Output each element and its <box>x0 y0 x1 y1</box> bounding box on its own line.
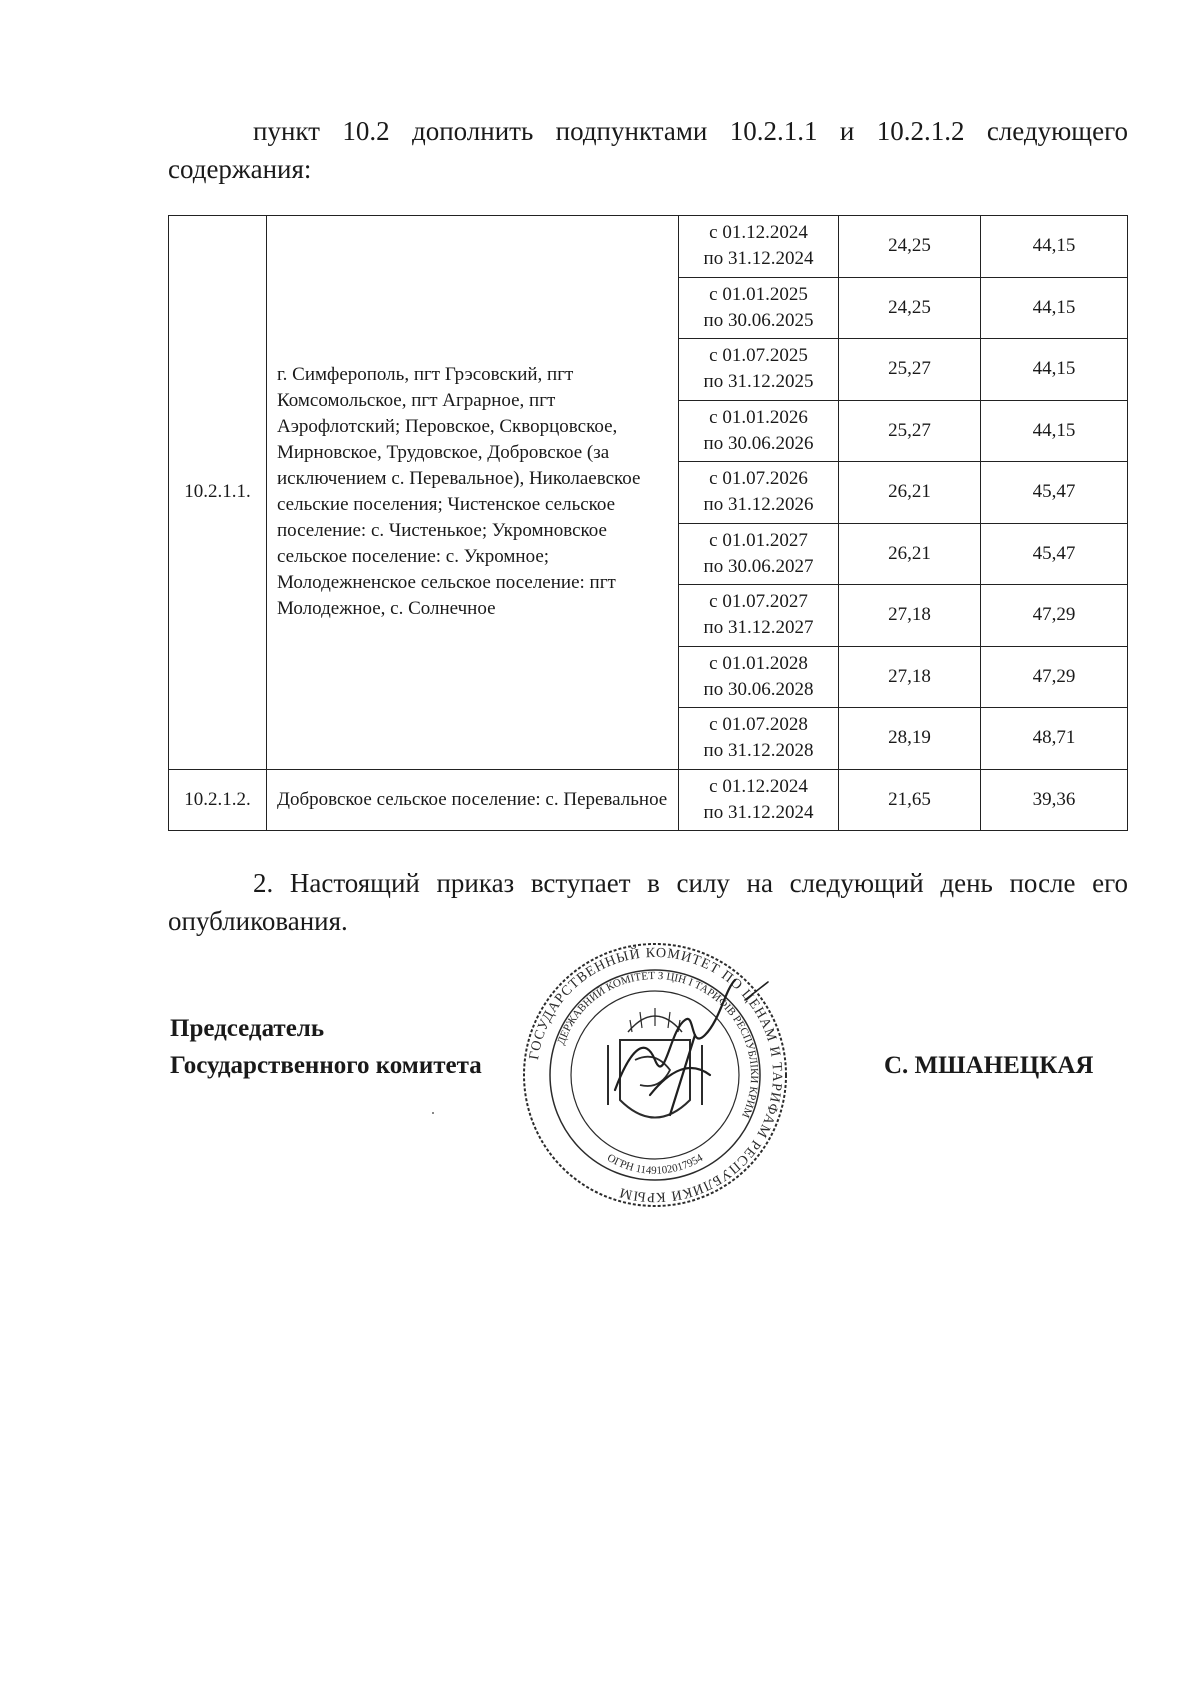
period-cell <box>679 462 839 524</box>
intro-line-2: содержания: <box>168 154 312 184</box>
territory-cell: Добровское сельское поселение: с. Перевальное <box>267 769 679 831</box>
seal-inner-text: ДЕРЖАВНИЙ КОМІТЕТ З ЦІН І ТАРИФІВ РЕСПУБЛІКИ КРИМ <box>555 969 761 1120</box>
tariff-value-2: 47,29 <box>981 585 1128 647</box>
svg-text:ОГРН 1149102017954 <box>605 1152 705 1177</box>
territory-cell: г. Симферополь, пгт Грэсовский, пгт Комсомольское, пгт Аграрное, пгт Аэрофлотский; Перовское, Скворцовское, Мирновское, Трудовское, Добровское (за исключением с. Перевальное), Николаевское сельские поселения; Чистенское сельское поселение: с. Чистенькое; Укромновское сельское поселение: с. Укромное; Молодежненское сельское поселение: пгт Молодежное, с. Солнечное <box>267 216 679 770</box>
period-cell <box>679 585 839 647</box>
period-from: с 01.01.2026 <box>709 406 808 428</box>
tariff-value-2: 45,47 <box>981 462 1128 524</box>
signatory-title <box>170 1010 482 1084</box>
period-to: по 30.06.2025 <box>703 309 814 331</box>
seal-outer-text: ГОСУДАРСТВЕННЫЙ КОМИТЕТ ПО ЦЕНАМ И ТАРИФАМ РЕСПУБЛИКИ КРЫМ <box>526 945 785 1205</box>
signatory-name: С. МШАНЕЦКАЯ <box>884 1052 1094 1079</box>
tariff-value-1: 26,21 <box>839 462 981 524</box>
tariff-value-2: 47,29 <box>981 646 1128 708</box>
period-to: по 30.06.2028 <box>703 678 814 700</box>
item-number: 10.2.1.1. <box>169 216 267 770</box>
tariff-value-1: 27,18 <box>839 646 981 708</box>
tariff-value-2: 39,36 <box>981 769 1128 831</box>
period-cell <box>679 339 839 401</box>
period-to: по 30.06.2026 <box>703 432 814 454</box>
official-seal-stamp <box>520 940 790 1210</box>
period-to: по 31.12.2024 <box>703 801 814 823</box>
tariff-value-1: 25,27 <box>839 400 981 462</box>
tariff-value-2: 44,15 <box>981 339 1128 401</box>
period-from: с 01.07.2025 <box>709 345 808 367</box>
tariff-value-2: 44,15 <box>981 277 1128 339</box>
period-to: по 30.06.2027 <box>703 555 814 577</box>
signatory-title-line-2: Государственного комитета <box>170 1052 482 1079</box>
intro-paragraph <box>168 112 1128 188</box>
point-2-paragraph <box>168 864 1128 940</box>
item-number: 10.2.1.2. <box>169 769 267 831</box>
tariff-value-1: 24,25 <box>839 216 981 278</box>
period-from: с 01.12.2024 <box>709 775 808 797</box>
period-cell <box>679 216 839 278</box>
period-cell <box>679 769 839 831</box>
period-to: по 31.12.2026 <box>703 494 814 516</box>
tariff-value-1: 25,27 <box>839 339 981 401</box>
svg-text:ДЕРЖАВНИЙ КОМІТЕТ З ЦІН І ТАРИ <box>555 970 760 1120</box>
tariff-table <box>168 215 1128 831</box>
tariff-value-1: 24,25 <box>839 277 981 339</box>
period-from: с 01.07.2028 <box>709 714 808 736</box>
tariff-value-2: 48,71 <box>981 708 1128 770</box>
period-from: с 01.12.2024 <box>709 222 808 244</box>
tariff-value-2: 45,47 <box>981 523 1128 585</box>
point-2-line-2: опубликования. <box>168 906 348 936</box>
tariff-value-1: 27,18 <box>839 585 981 647</box>
period-cell <box>679 708 839 770</box>
period-cell <box>679 646 839 708</box>
period-from: с 01.07.2026 <box>709 468 808 490</box>
period-to: по 31.12.2025 <box>703 371 814 393</box>
point-2-line-1: 2. Настоящий приказ вступает в силу на следующий день после его <box>253 868 1128 898</box>
table-row <box>169 769 1128 831</box>
period-from: с 01.01.2027 <box>709 529 808 551</box>
period-to: по 31.12.2028 <box>703 740 814 762</box>
period-from: с 01.01.2028 <box>709 652 808 674</box>
speck <box>432 1112 434 1114</box>
tariff-value-2: 44,15 <box>981 400 1128 462</box>
period-cell <box>679 277 839 339</box>
period-to: по 31.12.2027 <box>703 617 814 639</box>
seal-ogrn: ОГРН 1149102017954 <box>605 1151 706 1177</box>
tariff-value-1: 26,21 <box>839 523 981 585</box>
tariff-value-2: 44,15 <box>981 216 1128 278</box>
period-from: с 01.01.2025 <box>709 283 808 305</box>
period-from: с 01.07.2027 <box>709 591 808 613</box>
table-row <box>169 216 1128 278</box>
tariff-value-1: 21,65 <box>839 769 981 831</box>
period-cell <box>679 400 839 462</box>
period-to: по 31.12.2024 <box>703 248 814 270</box>
tariff-value-1: 28,19 <box>839 708 981 770</box>
period-cell <box>679 523 839 585</box>
intro-line-1: пункт 10.2 дополнить подпунктами 10.2.1.1 и 10.2.1.2 следующего <box>253 116 1128 146</box>
signatory-title-line-1: Председатель <box>170 1015 325 1042</box>
